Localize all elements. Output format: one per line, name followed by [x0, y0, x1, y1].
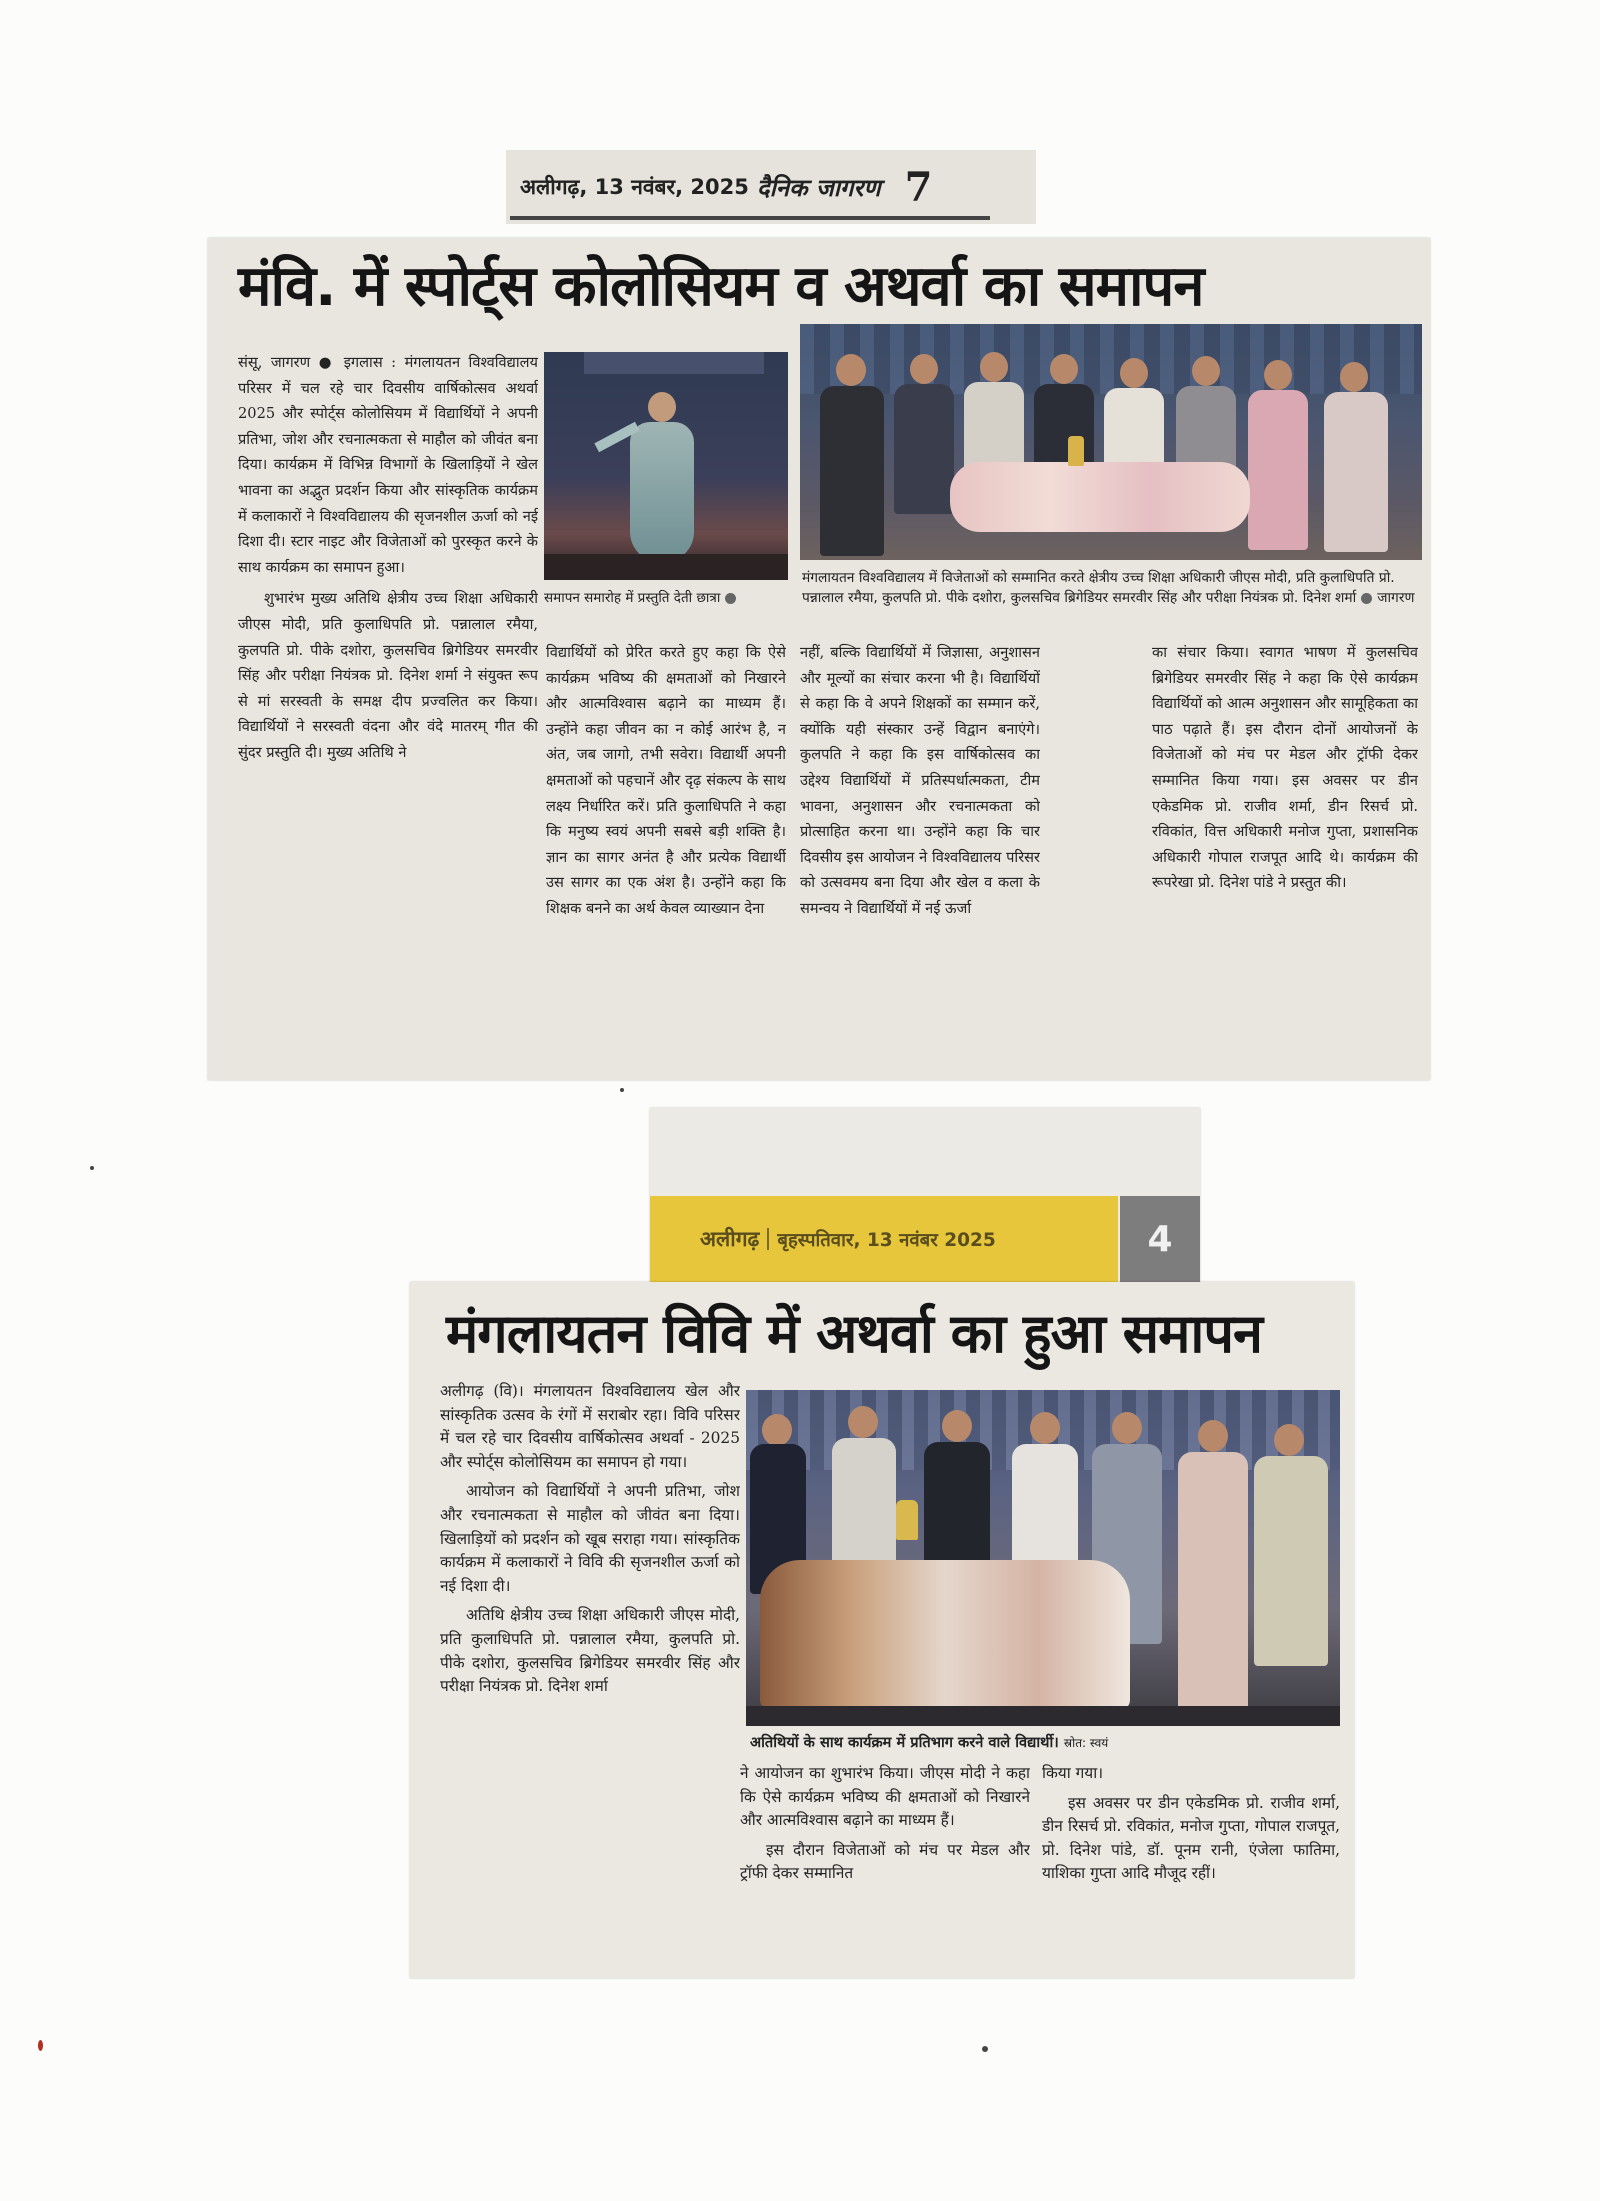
article-paragraph: इस अवसर पर डीन एकेडमिक प्रो. राजीव शर्मा, डीन रिसर्च प्रो. रविकांत, मनोज गुप्ता, गोपाल राजपूत, प्रो. दिनेश पांडे, डॉ. पूनम रानी, एंजेला फातिमा, याशिका गुप्ता आदि मौजूद रहीं।	[1042, 1793, 1340, 1883]
photo-award-group	[800, 324, 1422, 560]
article-paragraph: अलीगढ़ (वि)। मंगलायतन विश्वविद्यालय खेल और सांस्कृतिक उत्सव के रंगों में सराबोर रहा। विवि परिसर में चल रहे चार दिवसीय वार्षिकोत्सव अथर्वा - 2025 और स्पोर्ट्स कोलोसियम का समापन हो गया।	[440, 1382, 740, 1471]
article-paragraph: ने आयोजन का शुभारंभ किया। जीएस मोदी ने कहा कि ऐसे कार्यक्रम भविष्य की क्षमताओं को निखारने और आत्मविश्वास बढ़ाने का माध्यम हैं।	[740, 1764, 1030, 1830]
stage-banner	[584, 352, 764, 374]
person-head	[762, 1414, 792, 1446]
lights-backdrop	[800, 324, 1422, 394]
clipping-second-paper	[410, 1282, 1354, 1978]
person-head	[942, 1410, 972, 1442]
masthead-page-number: 7	[904, 163, 933, 211]
article-paragraph: आयोजन को विद्यार्थियों ने अपनी प्रतिभा, जोश और रचनात्मकता से माहौल को जीवंत बना दिया। खिलाड़ियों को प्रदर्शन को खूब सराहा गया। सांस्कृतिक कार्यक्रम में कलाकारों ने विवि की सृजनशील ऊर्जा को नई दिशा दी।	[440, 1482, 740, 1595]
person-standing	[1248, 390, 1308, 550]
person-head	[1120, 358, 1148, 388]
stage-floor	[544, 554, 788, 580]
photo-floor	[746, 1706, 1340, 1726]
person-head	[1264, 360, 1292, 390]
photo-dancer-performance	[544, 352, 788, 580]
article-paragraph: विद्यार्थियों को प्रेरित करते हुए कहा कि ऐसे कार्यक्रम भविष्य की क्षमताओं को निखारने और आत्मविश्वास बढ़ाने का माध्यम हैं। उन्होंने कहा जीवन का न कोई आरंभ है, न अंत, जब जागो, तभी सवेरा। विद्यार्थी अपनी क्षमताओं को पहचानें और दृढ़ संकल्प के साथ लक्ष्य निर्धारित करें। प्रति कुलाधिपति ने कहा कि मनुष्य स्वयं अपनी सबसे बड़ी शक्ति है। ज्ञान का सागर अनंत है और प्रत्येक विद्यार्थी उस सागर का एक अंश है। उन्होंने कहा कि शिक्षक बनने का अर्थ केवल व्याख्यान देना	[546, 644, 786, 917]
person-standing	[820, 386, 884, 556]
bullet-icon	[1361, 593, 1372, 604]
clipping-dainik-jagran	[208, 238, 1430, 1080]
caption-text: अतिथियों के साथ कार्यक्रम में प्रतिभाग करने वाले विद्यार्थी।	[750, 1734, 1059, 1751]
photo-caption	[802, 568, 1422, 628]
masthead-date: अलीगढ़, 13 नवंबर, 2025	[520, 175, 749, 199]
masthead-yellow-band	[650, 1196, 1118, 1282]
masthead-rule	[510, 216, 990, 220]
scan-speck	[620, 1088, 624, 1092]
scan-speck	[982, 2046, 988, 2052]
masthead-city: अलीगढ़	[700, 1227, 760, 1251]
scan-speck	[38, 2040, 43, 2051]
person-head	[836, 354, 866, 386]
article-paragraph: इस दौरान विजेताओं को मंच पर मेडल और ट्रॉफी देकर सम्मानित	[740, 1840, 1030, 1883]
article-column-1	[238, 350, 538, 1072]
trophy-icon	[896, 1500, 918, 1540]
person-head	[848, 1406, 878, 1438]
article-paragraph: शुभारंभ मुख्य अतिथि क्षेत्रीय उच्च शिक्षा अधिकारी जीएस मोदी, प्रति कुलाधिपति प्रो. पन्नालाल रमैया, कुलपति प्रो. पीके दशोरा, कुलसचिव ब्रिगेडियर समरवीर सिंह और परीक्षा नियंत्रक प्रो. दिनेश शर्मा ने संयुक्त रूप से मां सरस्वती के समक्ष दीप प्रज्वलित कर किया। विद्यार्थियों ने सरस्वती वंदना और वंदे मातरम् गीत की सुंदर प्रस्तुति दी। मुख्य अतिथि ने	[238, 590, 538, 761]
person-head	[1274, 1424, 1304, 1456]
article-column-3	[800, 640, 1040, 1072]
caption-text: मंगलायतन विश्वविद्यालय में विजेताओं को सम्मानित करते क्षेत्रीय उच्च शिक्षा अधिकारी जीएस मोदी, प्रति कुलाधिपति प्रो. पन्नालाल रमैया, कुलपति प्रो. पीके दशोरा, कुलसचिव ब्रिगेडियर समरवीर सिंह और परीक्षा नियंत्रक प्रो. दिनेश शर्मा	[802, 570, 1395, 606]
article-column-4	[1152, 640, 1418, 1072]
article-column-1	[440, 1380, 740, 1970]
article-paragraph: किया गया।	[1042, 1764, 1104, 1782]
person-head	[1198, 1420, 1228, 1452]
masthead-date: बृहस्पतिवार, 13 नवंबर 2025	[777, 1229, 996, 1251]
photo-caption	[544, 588, 788, 612]
dancer-body	[630, 422, 694, 562]
person-head	[980, 352, 1008, 382]
article-paragraph: नहीं, बल्कि विद्यार्थियों में जिज्ञासा, अनुशासन और मूल्यों का संचार करना भी है। विद्यार्थियों से कहा कि वे अपने शिक्षकों का सम्मान करें, क्योंकि यही संस्कार उन्हें विद्वान बनाएंगे। कुलपति ने कहा कि इस वार्षिकोत्सव का उद्देश्य विद्यार्थियों में प्रतिस्पर्धात्मकता, टीम भावना, अनुशासन और रचनात्मकता को प्रोत्साहित करना था। उन्होंने कहा कि चार दिवसीय इस आयोजन ने विश्वविद्यालय परिसर को उत्सवमय बना दिया और खेल व कला के समन्वय ने विद्यार्थियों में नई ऊर्जा	[800, 644, 1040, 917]
person-standing	[894, 384, 954, 514]
masthead-paper-name: दैनिक जागरण	[756, 173, 881, 202]
person-standing	[1178, 1452, 1248, 1712]
masthead-dainik-jagran	[506, 150, 1036, 224]
article-paragraph: का संचार किया। स्वागत भाषण में कुलसचिव ब्रिगेडियर समरवीर सिंह ने कहा कि ऐसे कार्यक्रम विद्यार्थियों को आत्म अनुशासन और सामूहिकता का पाठ पढ़ाते हैं। इस दौरान दोनों आयोजनों के विजेताओं को मंच पर मेडल और ट्रॉफी देकर सम्मानित किया गया। इस अवसर पर डीन एकेडमिक प्रो. राजीव शर्मा, डीन रिसर्च प्रो. रविकांत, वित्त अधिकारी मनोज गुप्ता, प्रशासनिक अधिकारी गोपाल राजपूत आदि थे। कार्यक्रम की रूपरेखा प्रो. दिनेश पांडे ने प्रस्तुत की।	[1152, 644, 1418, 892]
bullet-icon	[725, 593, 736, 604]
person-head	[1340, 362, 1368, 392]
photo-credit: जागरण	[1377, 590, 1415, 606]
person-standing	[1324, 392, 1388, 552]
headline: मंगलायतन विवि में अथर्वा का हुआ समापन	[446, 1302, 1262, 1365]
person-head	[1192, 356, 1220, 386]
scan-speck	[90, 1166, 94, 1170]
article-paragraph: संसू, जागरण ● इगलास : मंगलायतन विश्वविद्यालय परिसर में चल रहे चार दिवसीय वार्षिकोत्सव अथर्वा 2025 और स्पोर्ट्स कोलोसियम में विद्यार्थियों ने अपनी प्रतिभा, जोश और रचनात्मकता से माहौल को जीवंत बना दिया। कार्यक्रम में विभिन्न विभागों के खिलाड़ियों ने खेल भावना का अद्भुत प्रदर्शन किया और सांस्कृतिक कार्यक्रम में कलाकारों ने विश्वविद्यालय की सृजनशील ऊर्जा को नई दिशा दी। स्टार नाइट और विजेताओं को पुरस्कृत करने के साथ कार्यक्रम का समापन हुआ।	[238, 354, 538, 576]
article-column-3	[1042, 1762, 1340, 1970]
person-head	[1030, 1412, 1060, 1444]
person-head	[1112, 1412, 1142, 1444]
article-paragraph: अतिथि क्षेत्रीय उच्च शिक्षा अधिकारी जीएस मोदी, प्रति कुलाधिपति प्रो. पन्नालाल रमैया, कुलपति प्रो. पीके दशोरा, कुलसचिव ब्रिगेडियर समरवीर सिंह और परीक्षा नियंत्रक प्रो. दिनेश शर्मा	[440, 1606, 740, 1696]
photo-credit: स्रोत: स्वयं	[1063, 1736, 1109, 1750]
trophy-icon	[1068, 436, 1084, 466]
caption-text: समापन समारोह में प्रस्तुति देती छात्रा	[544, 590, 721, 606]
photo-caption	[750, 1732, 1340, 1758]
masthead-separator	[767, 1228, 769, 1250]
person-standing	[1254, 1456, 1328, 1666]
article-column-2	[546, 640, 786, 1072]
article-column-2	[740, 1762, 1030, 1970]
dancer-head	[648, 392, 676, 422]
person-head	[1050, 354, 1078, 384]
students-front-row	[950, 462, 1250, 532]
photo-guests-and-students	[746, 1390, 1340, 1726]
headline: मंवि. में स्पोर्ट्स कोलोसियम व अथर्वा का समापन	[238, 254, 1204, 319]
person-head	[910, 354, 938, 384]
masthead-page-number: 4	[1120, 1196, 1200, 1282]
students-front-row	[760, 1560, 1130, 1710]
